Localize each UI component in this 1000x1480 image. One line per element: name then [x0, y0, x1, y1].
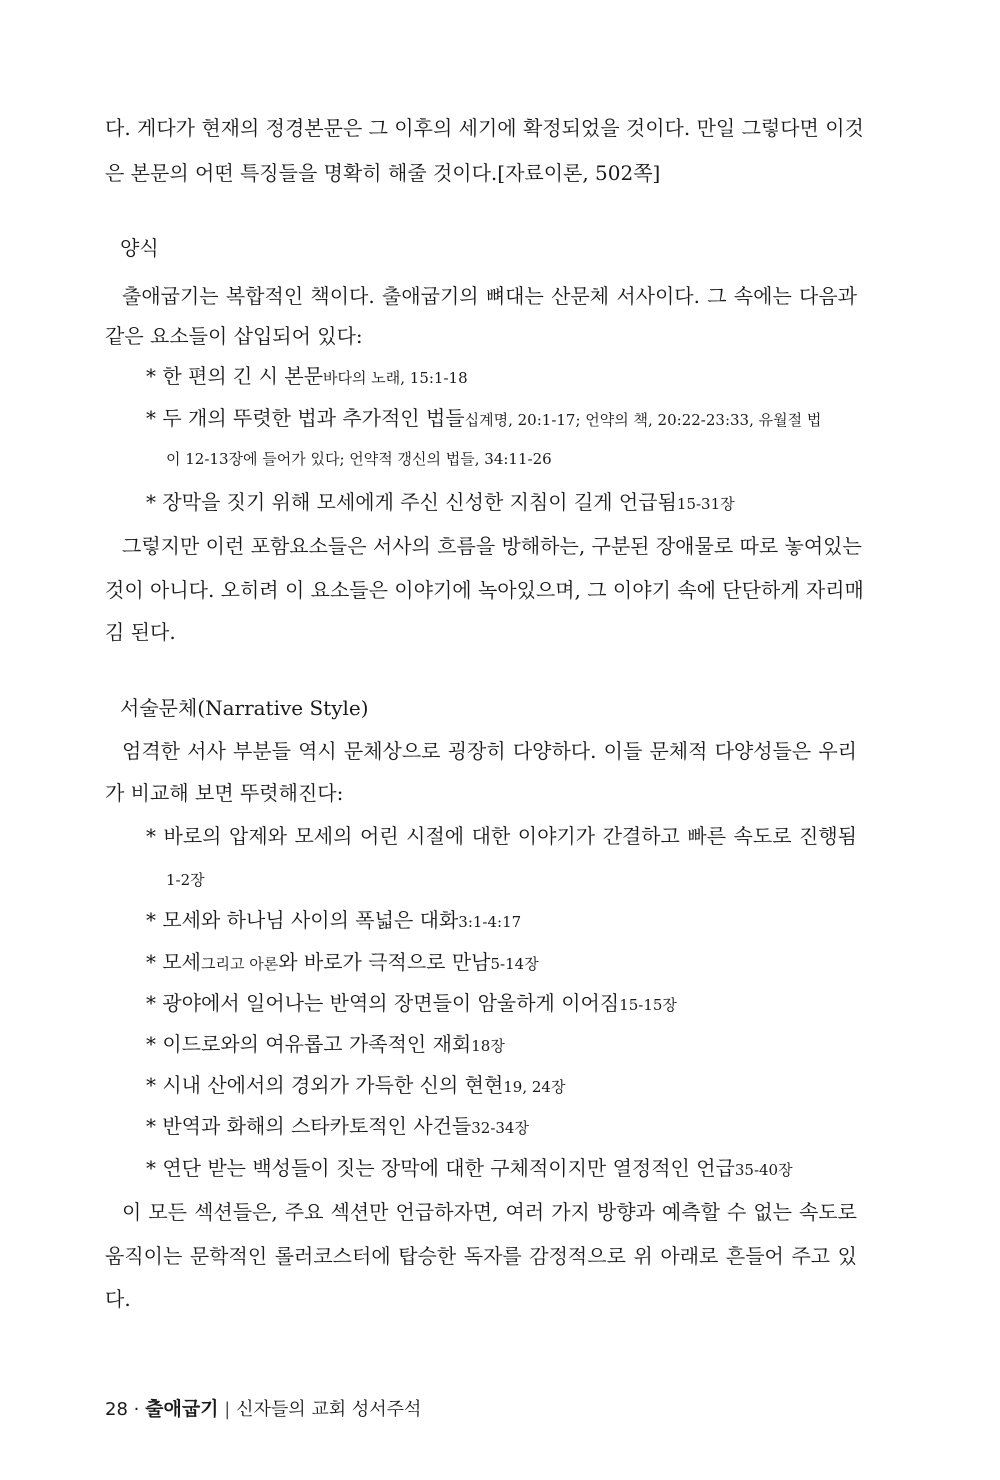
list-item-text: * 한 편의 긴 시 본문 [146, 364, 324, 388]
footer-separator: | [224, 1399, 231, 1420]
list-item [146, 1112, 529, 1142]
list-item-reference: 18장 [471, 1037, 505, 1055]
section-heading-narrative-style: 서술문체(Narrative Style) [120, 696, 369, 720]
list-item-reference: 십계명, 20:1-17; 언약의 책, 20:22-23:33, 유월절 법 [464, 411, 822, 429]
list-item-reference: 바다의 노래, 15:1-18 [323, 369, 468, 387]
intro-line-1: 다. 게다가 현재의 정경본문은 그 이후의 세기에 확정되었을 것이다. 만일 그렇다면 이것 [105, 116, 864, 140]
narrative-paragraph-2-line-2: 움직이는 문학적인 롤러코스터에 탑승한 독자를 감정적으로 위 아래로 흔들어 주고 있 [105, 1244, 857, 1268]
list-item-reference: 15-31장 [676, 495, 735, 513]
form-paragraph-1-line-2: 같은 요소들이 삽입되어 있다: [105, 324, 363, 348]
list-item-reference: 3:1-4:17 [458, 913, 522, 931]
list-item-text: * 모세 [146, 950, 201, 974]
list-item-aside: 그리고 아론 [201, 955, 279, 973]
list-item-reference: 5-14장 [490, 955, 539, 973]
list-item-continuation: 1-2장 [166, 871, 205, 889]
page-number: 28 [105, 1399, 128, 1420]
footer-dot: · [133, 1399, 140, 1420]
list-item [146, 906, 521, 936]
list-item-reference: 15-15장 [619, 996, 677, 1014]
list-item [146, 989, 677, 1019]
narrative-paragraph-1-line-1: 엄격한 서사 부분들 역시 문체상으로 굉장히 다양하다. 이들 문체적 다양성들은 우리 [122, 739, 857, 763]
list-item [146, 1030, 505, 1060]
list-item [146, 1071, 565, 1101]
list-item-reference: 19, 24장 [503, 1078, 566, 1096]
narrative-paragraph-1-line-2: 가 비교해 보면 뚜렷해진다: [105, 781, 344, 805]
list-item-reference: 35-40장 [734, 1161, 793, 1179]
form-paragraph-2-line-1: 그렇지만 이런 포함요소들은 서사의 흐름을 방해하는, 구분된 장애물로 따로 놓여있는 [122, 534, 862, 558]
section-heading-form: 양식 [120, 236, 159, 260]
list-item-text: * 연단 받는 백성들이 짓는 장막에 대한 구체적이지만 열정적인 언급 [146, 1156, 735, 1180]
list-item-text: * 이드로와의 여유롭고 가족적인 재회 [146, 1032, 472, 1056]
list-item-text: * 두 개의 뚜렷한 법과 추가적인 법들 [146, 406, 465, 430]
list-item-text: * 모세와 하나님 사이의 폭넓은 대화 [146, 908, 459, 932]
list-item-reference: 32-34장 [471, 1119, 529, 1137]
intro-line-2: 은 본문의 어떤 특징들을 명확히 해줄 것이다.[자료이론, 502쪽] [105, 161, 661, 185]
page-footer [105, 1396, 421, 1423]
book-title: 출애굽기 [145, 1398, 219, 1420]
list-item-text: * 장막을 짓기 위해 모세에게 주신 신성한 지침이 길게 언급됨 [146, 490, 677, 514]
list-item-text: * 광야에서 일어나는 반역의 장면들이 암울하게 이어짐 [146, 991, 620, 1015]
list-item [146, 948, 539, 978]
form-paragraph-2-line-2: 것이 아니다. 오히려 이 요소들은 이야기에 녹아있으며, 그 이야기 속에 단단하게 자리매 [105, 578, 864, 602]
form-paragraph-1-line-1: 출애굽기는 복합적인 책이다. 출애굽기의 뼈대는 산문체 서사이다. 그 속에는 다음과 [122, 284, 857, 308]
series-title: 신자들의 교회 성서주석 [236, 1399, 422, 1420]
list-item-text: * 반역과 화해의 스타카토적인 사건들 [146, 1114, 472, 1138]
list-item-text: 와 바로가 극적으로 만남 [278, 950, 491, 974]
form-paragraph-2-line-3: 김 된다. [105, 620, 176, 644]
list-item [146, 362, 468, 392]
list-item [146, 1154, 793, 1184]
list-item [146, 404, 821, 434]
narrative-paragraph-2-line-3: 다. [105, 1287, 131, 1311]
list-item-text: * 시내 산에서의 경외가 가득한 신의 현현 [146, 1073, 504, 1097]
list-item-continuation: 이 12-13장에 들어가 있다; 언약적 갱신의 법들, 34:11-26 [166, 450, 552, 468]
narrative-paragraph-2-line-1: 이 모든 섹션들은, 주요 섹션만 언급하자면, 여러 가지 방향과 예측할 수 없는 속도로 [122, 1200, 857, 1224]
list-item: * 바로의 압제와 모세의 어린 시절에 대한 이야기가 간결하고 빠른 속도로 진행됨 [146, 824, 857, 848]
list-item [146, 488, 735, 518]
